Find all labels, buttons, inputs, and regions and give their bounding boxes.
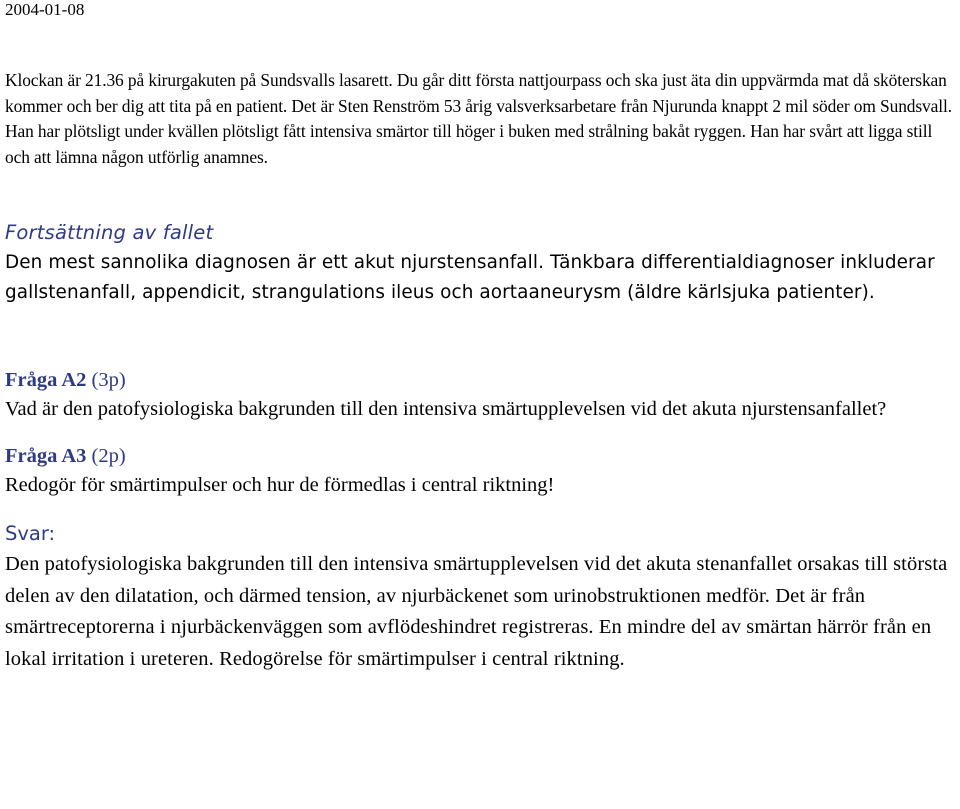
question-a2 (5, 366, 955, 424)
question-a2-text: Vad är den patofysiologiska bakgrunden till den intensiva smärtupplevelsen vid det akuta njurstensanfallet? (5, 398, 887, 420)
question-a3-label: Fråga A3 (5, 445, 87, 467)
answer-section (5, 518, 955, 675)
question-a2-points: (3p) (91, 369, 126, 391)
question-a2-label: Fråga A2 (5, 369, 87, 391)
case-continuation-section (5, 218, 955, 308)
answer-heading: Svar: (5, 522, 56, 545)
case-intro-paragraph: Klockan är 21.36 på kirurgakuten på Sundsvalls lasarett. Du går ditt första nattjourpass och ska just äta din uppvärmda mat då sköterskan kommer och ber dig att tita på en patient. Det är Sten Renström 53 årig valsverksarbetare från Njurunda knappt 2 mil söder om Sundsvall. Han har plötsligt under kvällen plötsligt fått intensiva smärtor till höger i buken med strålning bakåt ryggen. Han har svårt att ligga still och att lämna någon utförlig anamnes. (5, 70, 952, 167)
answer-body: Den patofysiologiska bakgrunden till den intensiva smärtupplevelsen vid det akuta stenanfallet orsakas till största delen av den dilatation, och därmed tension, av njurbäckenet som urinobstruktionen medför. Det är från smärtreceptorerna i njurbäckenväggen som avflödeshindret registreras. En mindre del av smärtan härrör från en lokal irritation i ureteren. Redogörelse för smärtimpulser i central riktning. (5, 553, 948, 670)
continuation-body: Den mest sannolika diagnosen är ett akut njurstensanfall. Tänkbara differentialdiagnoser inkluderar gallstenanfall, appendicit, strangulations ileus och aortaaneurysm (äldre kärlsjuka patienter). (5, 252, 935, 303)
question-a3-text: Redogör för smärtimpulser och hur de förmedlas i central riktning! (5, 474, 555, 496)
document-page (5, 0, 955, 675)
document-date: 2004-01-08 (5, 0, 85, 19)
question-a3-heading (5, 442, 955, 471)
question-a2-heading (5, 366, 955, 395)
question-a3-points: (2p) (91, 445, 126, 467)
continuation-heading: Fortsättning av fallet (5, 221, 214, 244)
question-a3 (5, 442, 955, 500)
